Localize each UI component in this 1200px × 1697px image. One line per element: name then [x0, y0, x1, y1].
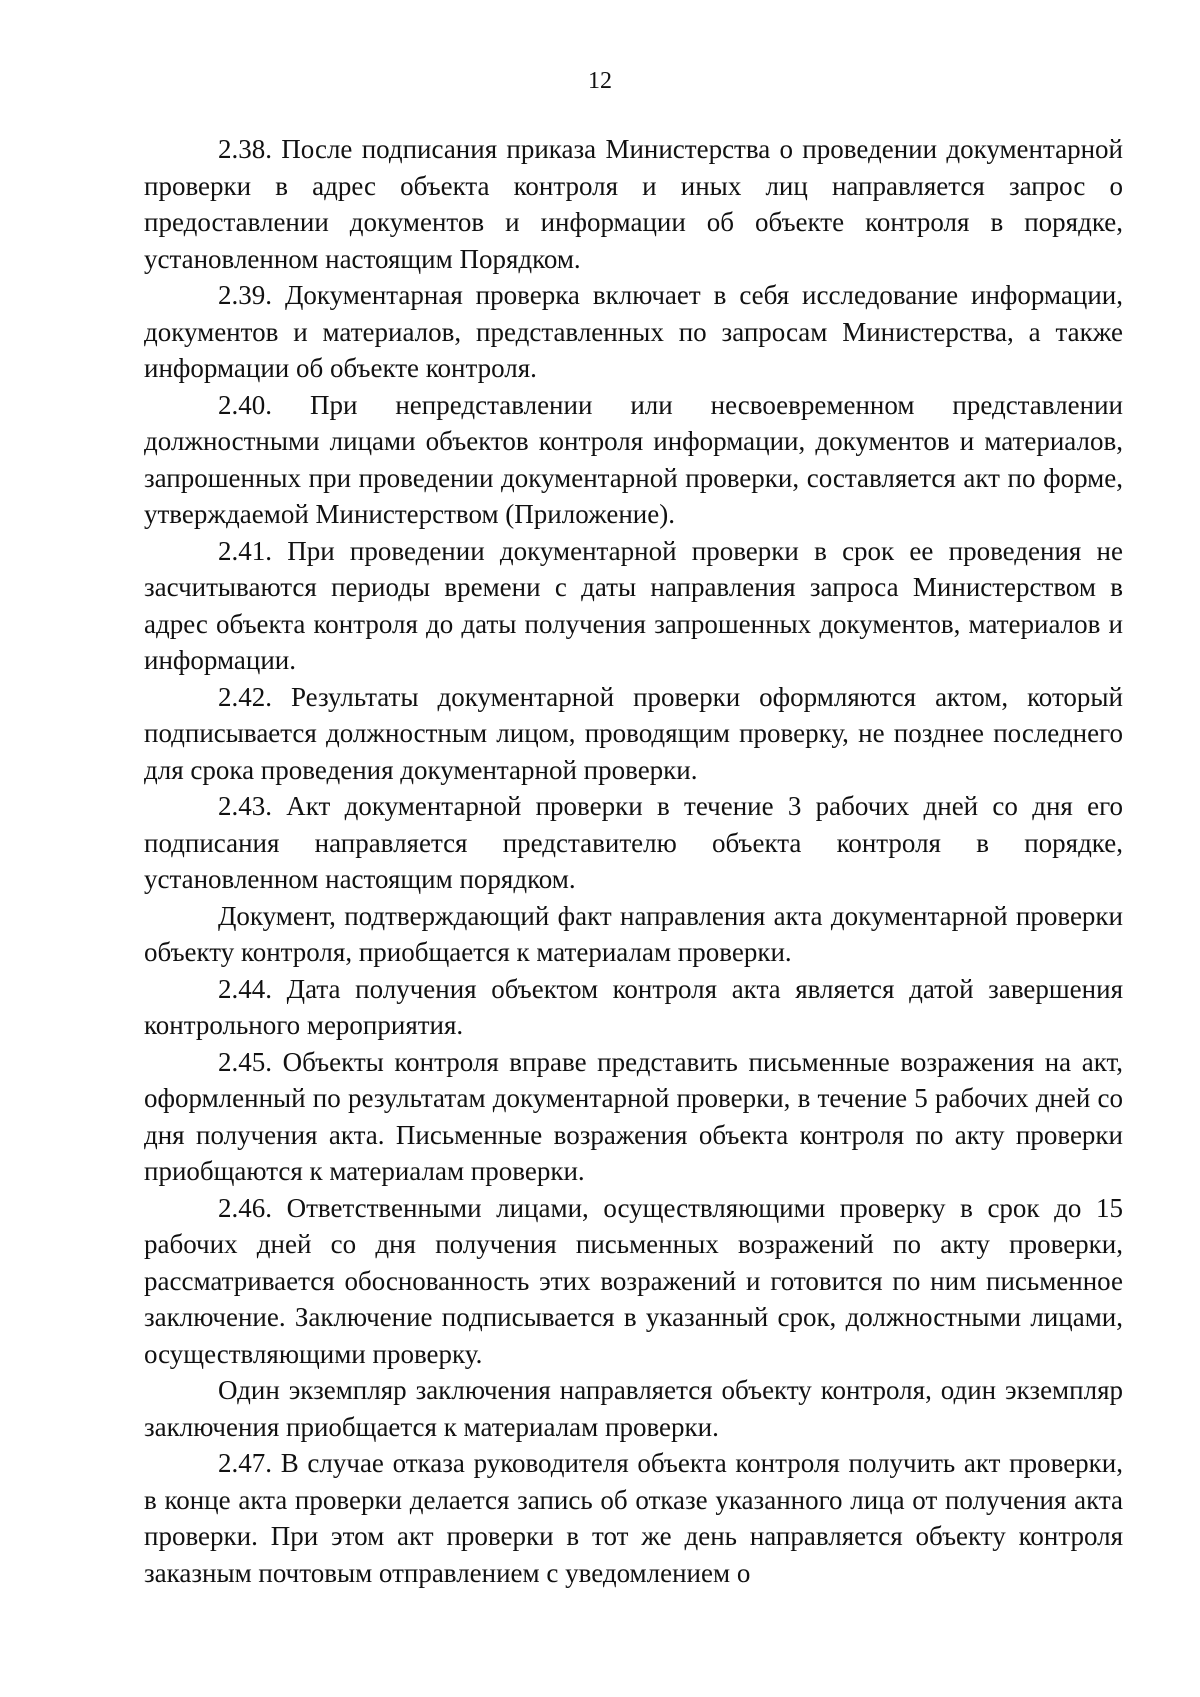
page-number: 12: [588, 68, 612, 94]
paragraph-2-44: 2.44. Дата получения объектом контроля акта является датой завершения контрольного мероприятия.: [144, 973, 1123, 1040]
paragraph-2-47: 2.47. В случае отказа руководителя объекта контроля получить акт проверки, в конце акта проверки делается запись об отказе указанного лица от получения акта проверки. При этом акт проверки в тот же день направляется объекту контроля заказным почтовым отправлением с уведомлением о: [144, 1448, 1123, 1588]
paragraph-2-42: 2.42. Результаты документарной проверки оформляются актом, который подписывается должностным лицом, проводящим проверку, не позднее последнего для срока проведения документарной проверки.: [144, 681, 1123, 785]
paragraph-2-43-continuation: Документ, подтверждающий факт направления акта документарной проверки объекту контроля, приобщается к материалам проверки.: [144, 900, 1123, 967]
paragraph-2-45: 2.45. Объекты контроля вправе представить письменные возражения на акт, оформленный по результатам документарной проверки, в течение 5 рабочих дней со дня получения акта. Письменные возражения объекта контроля по акту проверки приобщаются к материалам проверки.: [144, 1046, 1123, 1186]
paragraph-2-40: 2.40. При непредставлении или несвоевременном представлении должностными лицами объектов контроля информации, документов и материалов, запрошенных при проведении документарной проверки, составляется акт по форме, утверждаемой Министерством (Приложение).: [144, 389, 1123, 529]
paragraph-2-39: 2.39. Документарная проверка включает в себя исследование информации, документов и материалов, представленных по запросам Министерства, а также информации об объекте контроля.: [144, 280, 1123, 383]
paragraph-2-38: 2.38. После подписания приказа Министерства о проведении документарной проверки в адрес объекта контроля и иных лиц направляется запрос о предоставлении документов и информации об объекте контроля в порядке, установленном настоящим Порядком.: [144, 134, 1123, 274]
paragraph-2-46-continuation: Один экземпляр заключения направляется объекту контроля, один экземпляр заключения приобщается к материалам проверки.: [144, 1375, 1123, 1442]
paragraph-2-46: 2.46. Ответственными лицами, осуществляющими проверку в срок до 15 рабочих дней со дня получения письменных возражений по акту проверки, рассматривается обоснованность этих возражений и готовится по ним письменное заключение. Заключение подписывается в указанный срок, должностными лицами, осуществляющими проверку.: [144, 1192, 1123, 1369]
paragraph-2-43: 2.43. Акт документарной проверки в течение 3 рабочих дней со дня его подписания направляется представителю объекта контроля в порядке, установленном настоящим порядком.: [144, 791, 1123, 894]
document-body: [144, 131, 1123, 1591]
paragraph-2-41: 2.41. При проведении документарной проверки в срок ее проведения не засчитываются периоды времени с даты направления запроса Министерством в адрес объекта контроля до даты получения запрошенных документов, материалов и информации.: [144, 535, 1123, 675]
